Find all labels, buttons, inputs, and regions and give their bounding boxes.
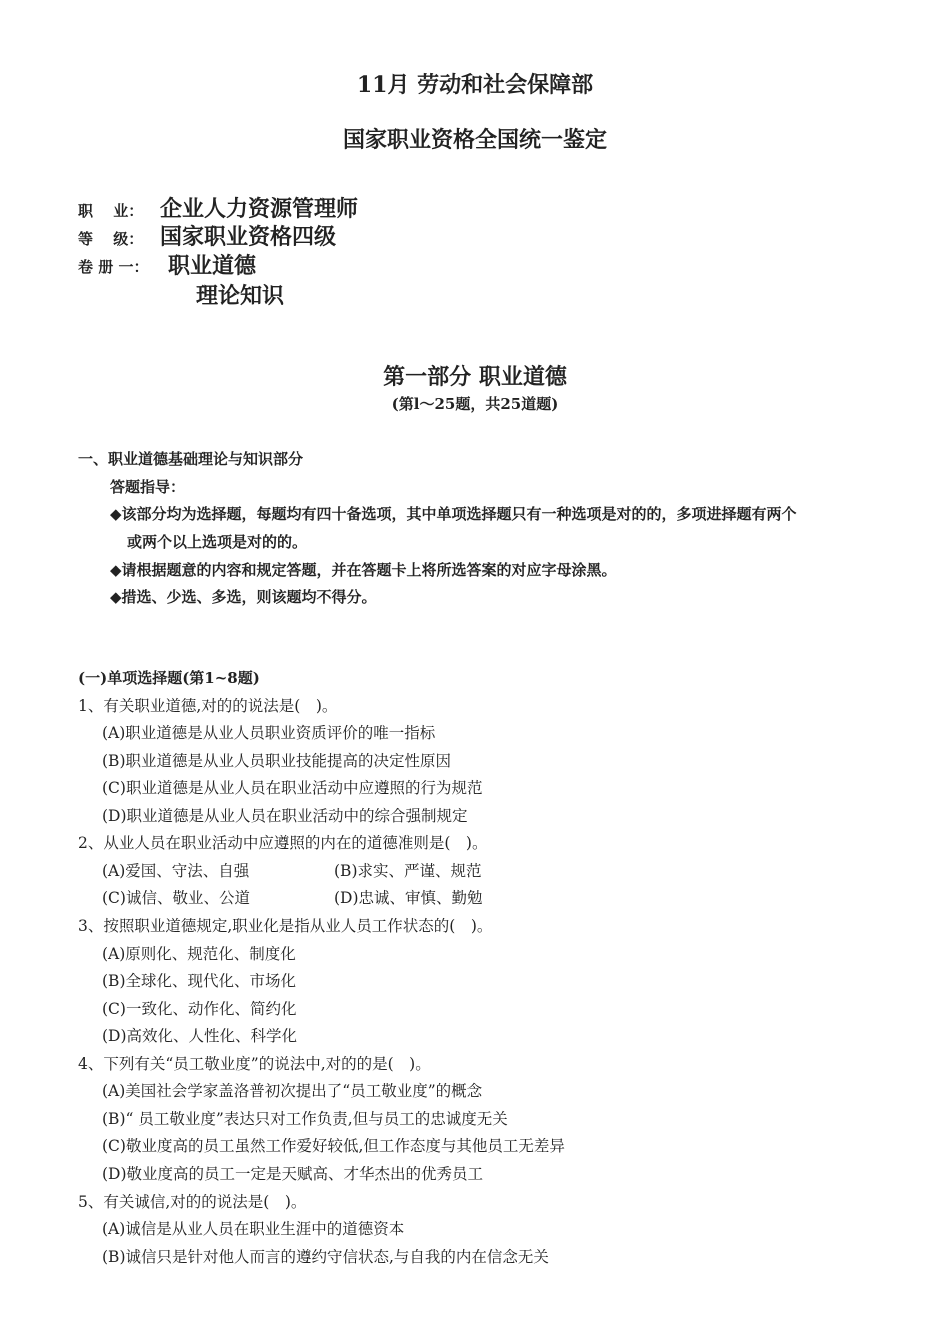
part-title: 第一部分 职业道德 <box>383 364 567 390</box>
question-5-option-b: (B)诚信只是针对他人而言的遵约守信状态,与自我的内在信念无关 <box>102 1248 549 1266</box>
level-label: 等 级： <box>78 230 144 248</box>
part-subtitle: (第l～25题，共25道题) <box>391 395 559 413</box>
question-4-option-b: (B)“ 员工敬业度”表达只对工作负责,但与员工的忠诚度无关 <box>102 1110 508 1128</box>
question-1-option-a: (A)职业道德是从业人员职业资质评价的唯一指标 <box>102 724 436 742</box>
guide-bullet-2: ◆请根据题意的内容和规定答题，并在答题卡上将所选答案的对应字母涂黑。 <box>110 561 617 579</box>
question-4-option-d: (D)敬业度高的员工一定是天赋高、才华杰出的优秀员工 <box>102 1165 484 1183</box>
single-choice-heading: (一)单项选择题(第1~8题) <box>78 669 260 687</box>
guide-bullet-1: ◆该部分均为选择题，每题均有四十备选项，其中单项选择题只有一种选项是对的的，多项进择题有两个 <box>110 505 797 523</box>
volume-value: 职业道德 <box>168 253 257 279</box>
question-2-option-c: (C)诚信、敬业、公道 <box>102 889 250 907</box>
volume-value-2: 理论知识 <box>196 283 285 309</box>
occupation-label: 职 业： <box>78 202 144 220</box>
question-5-option-a: (A)诚信是从业人员在职业生涯中的道德资本 <box>102 1220 405 1238</box>
question-2-option-a: (A)爱国、守法、自强 <box>102 862 250 880</box>
question-5-stem: 5、有关诚信,对的的说法是( )。 <box>78 1193 307 1211</box>
question-2-stem: 2、从业人员在职业活动中应遵照的内在的道德准则是( )。 <box>78 834 488 852</box>
question-3-option-c: (C)一致化、动作化、简约化 <box>102 1000 297 1018</box>
question-3-option-d: (D)高效化、人性化、科学化 <box>102 1027 298 1045</box>
question-1-option-d: (D)职业道德是从业人员在职业活动中的综合强制规定 <box>102 807 468 825</box>
question-4-option-a: (A)美国社会学家盖洛普初次提出了“员工敬业度”的概念 <box>102 1082 483 1100</box>
question-2-option-b: (B)求实、严谨、规范 <box>334 862 482 880</box>
header-line-1: 11月 劳动和社会保障部 <box>356 72 594 98</box>
question-1-option-c: (C)职业道德是从业人员在职业活动中应遵照的行为规范 <box>102 779 483 797</box>
occupation-value: 企业人力资源管理师 <box>160 196 359 222</box>
question-3-stem: 3、按照职业道德规定,职业化是指从业人员工作状态的( )。 <box>78 917 493 935</box>
volume-label: 卷 册 一： <box>78 258 149 276</box>
level-value: 国家职业资格四级 <box>160 224 337 250</box>
guide-bullet-3: ◆措选、少选、多选，则该题均不得分。 <box>110 588 377 606</box>
section-title: 一、职业道德基础理论与知识部分 <box>78 450 304 468</box>
question-2-option-d: (D)忠诚、审慎、勤勉 <box>334 889 483 907</box>
question-1-stem: 1、有关职业道德,对的的说法是( )。 <box>78 697 338 715</box>
question-3-option-a: (A)原则化、规范化、制度化 <box>102 945 296 963</box>
question-3-option-b: (B)全球化、现代化、市场化 <box>102 972 296 990</box>
guide-bullet-1-cont: 或两个以上选项是对的的。 <box>127 533 308 551</box>
question-4-option-c: (C)敬业度高的员工虽然工作爱好较低,但工作态度与其他员工无差异 <box>102 1137 565 1155</box>
guide-label: 答题指导： <box>110 478 186 496</box>
question-4-stem: 4、下列有关“员工敬业度”的说法中,对的的是( )。 <box>78 1055 431 1073</box>
header-line-2: 国家职业资格全国统一鉴定 <box>342 127 607 153</box>
question-1-option-b: (B)职业道德是从业人员职业技能提高的决定性原因 <box>102 752 451 770</box>
